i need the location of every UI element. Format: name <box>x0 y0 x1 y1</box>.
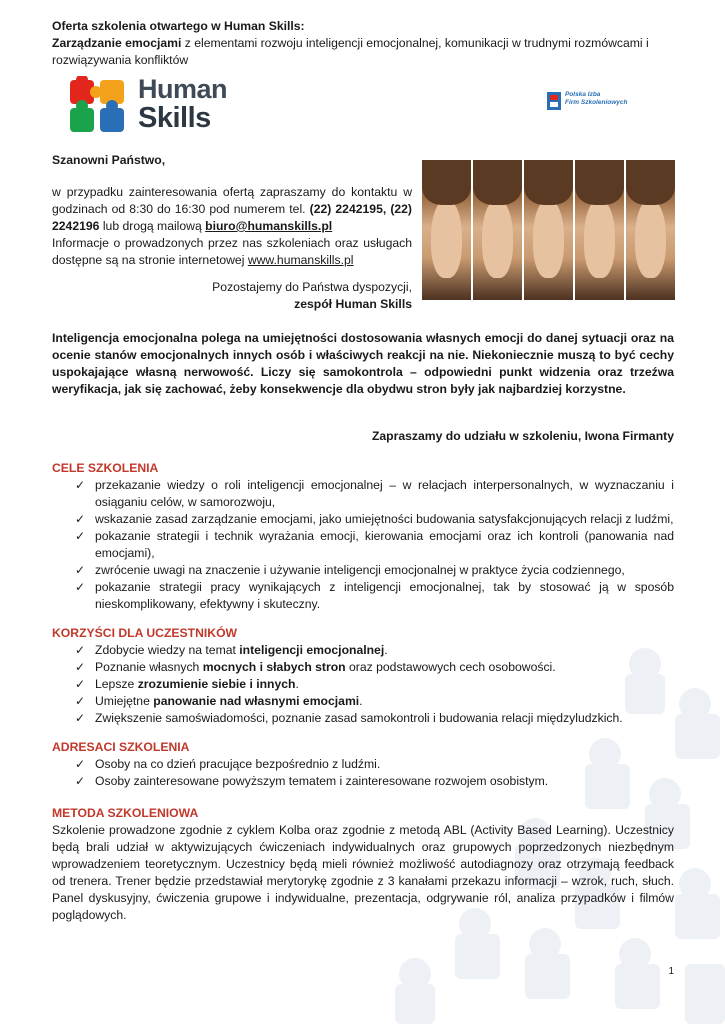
list-item-text: Osoby zainteresowane powyższym tematem i zainteresowane rozwojem osobistym. <box>95 774 549 788</box>
offer-heading: Oferta szkolenia otwartego w Human Skills: <box>52 19 305 33</box>
intro-line: weryfikacja, jak się zachować, żeby konsekwencje dla obydwu stron były jak najbardziej korzystne. <box>52 382 626 396</box>
check-icon: ✓ <box>75 643 86 657</box>
cele-list <box>52 477 674 613</box>
list-item-emphasis: panowanie nad własnymi emocjami <box>153 694 360 708</box>
list-item-text: pokazanie strategii pracy wynikających z inteligencji emocjonalnej, tak by stosować ją w sposób nieskomplikowany, efektywny i skuteczny. <box>95 580 674 611</box>
list-item <box>52 710 674 727</box>
list-item-text: . <box>359 694 363 708</box>
list-item <box>52 642 674 659</box>
list-item <box>52 659 674 676</box>
greeting: Szanowni Państwo, <box>52 153 166 167</box>
list-item <box>52 477 674 511</box>
check-icon: ✓ <box>75 677 86 691</box>
check-icon: ✓ <box>75 774 86 788</box>
check-icon: ✓ <box>75 563 86 577</box>
training-title-line3: rozwiązywania konfliktów <box>52 53 189 67</box>
human-skills-logo <box>66 74 246 136</box>
contact-email-text: lub drogą mailową <box>99 219 206 233</box>
signoff-line2: zespół Human Skills <box>294 297 412 311</box>
metoda-line: Panel dyskusyjny, ćwiczenia grupowe i indywidualne, prezentacja, odgrywanie ról, analiza przypadków i filmów <box>52 891 674 905</box>
logo-word-skills: Skills <box>138 102 211 134</box>
check-icon: ✓ <box>75 660 86 674</box>
contact-line1: w przypadku zainteresowania ofertą zapraszamy do kontaktu w <box>52 185 412 199</box>
list-item-text: przekazanie wiedzy o roli inteligencji emocjonalnej – w relacjach interpersonalnych, w wyznaczaniu i osiąganiu celów, w samorozwoju, <box>95 478 674 509</box>
check-icon: ✓ <box>75 757 86 771</box>
contact-website-link[interactable]: www.humanskills.pl <box>247 253 354 267</box>
page-number: 1 <box>668 966 674 977</box>
section-title-korzysci: KORZYŚCI DLA UCZESTNIKÓW <box>52 626 238 640</box>
list-item <box>52 528 674 562</box>
pifs-logo-icon <box>547 92 561 110</box>
check-icon: ✓ <box>75 694 86 708</box>
intro-line: uspokajające własną nerwowość. Liczy się samokontrola – odpowiedni punkt widzenia oraz trzeźwa <box>52 365 674 379</box>
list-item <box>52 676 674 693</box>
list-item-text: oraz podstawowych cech osobowości. <box>345 660 556 674</box>
contact-website-text: dostępne są na stronie internetowej <box>52 253 248 267</box>
intro-line: ocenie stanów emocjonalnych innych osób i właściwych reakcji na nie. Niekoniecznie muszą to być cechy <box>52 348 674 362</box>
list-item <box>52 562 674 579</box>
intro-paragraph <box>52 330 674 398</box>
pifs-line2: Firm Szkoleniowych <box>565 99 628 106</box>
contact-phone-2: 2242196 <box>52 219 100 233</box>
korzysci-list <box>52 642 674 727</box>
contact-hours: godzinach od 8:30 do 16:30 pod numerem tel. <box>52 202 310 216</box>
list-item-text: Lepsze <box>95 677 138 691</box>
puzzle-logo-icon <box>66 76 130 134</box>
metoda-line: poglądowych. <box>52 908 127 922</box>
list-item <box>52 511 674 528</box>
section-title-cele: CELE SZKOLENIA <box>52 461 159 475</box>
training-title <box>52 35 682 52</box>
pifs-logo <box>547 91 667 115</box>
intro-line: Inteligencja emocjonalna polega na umiejętności dostosowania własnych emocji do danej sytuacji oraz na <box>52 331 674 345</box>
logo-word-human: Human <box>138 74 228 104</box>
metoda-paragraph <box>52 822 674 924</box>
contact-email-link[interactable]: biuro@humanskills.pl <box>205 219 333 233</box>
section-title-metoda: METODA SZKOLENIOWA <box>52 806 199 820</box>
training-title-rest: z elementami rozwoju inteligencji emocjonalnej, komunikacji w trudnymi rozmówcami i <box>181 36 649 50</box>
list-item-text: . <box>384 643 388 657</box>
check-icon: ✓ <box>75 512 86 526</box>
list-item-emphasis: mocnych i słabych stron <box>202 660 346 674</box>
check-icon: ✓ <box>75 529 86 543</box>
contact-block <box>52 184 412 269</box>
list-item <box>52 756 674 773</box>
training-title-bold: Zarządzanie emocjami <box>52 36 182 50</box>
metoda-line: od trenera. Trener będzie przedstawiał merytorykę zgodnie z 3 kanałami przekazu informacji – wzrok, ruch, słuch. <box>52 874 674 888</box>
list-item-emphasis: zrozumienie siebie i innych <box>137 677 296 691</box>
metoda-line: będą brali udział w aktywizujących ćwiczeniach indywidualnych oraz grupowych poprzedzonych niezbędnym <box>52 840 674 854</box>
invite-line: Zapraszamy do udziału w szkoleniu, Iwona Firmanty <box>371 429 674 443</box>
list-item-text: zwrócenie uwagi na znaczenie i używanie inteligencji emocjonalnej w praktyce życia codziennego, <box>95 563 625 577</box>
list-item <box>52 579 674 613</box>
contact-line5 <box>52 252 412 269</box>
face-photo <box>626 160 675 300</box>
emotion-faces-image <box>422 160 675 300</box>
signoff-line1: Pozostajemy do Państwa dyspozycji, <box>212 280 412 294</box>
contact-line2 <box>52 201 412 218</box>
face-photo <box>575 160 624 300</box>
list-item-text: Osoby na co dzień pracujące bezpośrednio z ludźmi. <box>95 757 381 771</box>
contact-phone: (22) 2242195, (22) <box>309 202 412 216</box>
check-icon: ✓ <box>75 478 86 492</box>
list-item-text: Zdobycie wiedzy na temat <box>95 643 240 657</box>
pifs-line1: Polska Izba <box>565 91 601 98</box>
list-item-emphasis: inteligencji emocjonalnej <box>239 643 385 657</box>
list-item-text: . <box>295 677 299 691</box>
face-photo <box>473 160 522 300</box>
list-item-text: Poznanie własnych <box>95 660 203 674</box>
list-item-text: pokazanie strategii i technik wyrażania emocji, kierowania emocjami oraz ich kontroli (panowania nad emocjami), <box>95 529 674 560</box>
check-icon: ✓ <box>75 711 86 725</box>
check-icon: ✓ <box>75 580 86 594</box>
list-item <box>52 773 674 790</box>
section-title-adresaci: ADRESACI SZKOLENIA <box>52 740 190 754</box>
list-item <box>52 693 674 710</box>
list-item-text: Umiejętne <box>95 694 154 708</box>
metoda-line: Szkolenie prowadzone zgodnie z cyklem Kolba oraz zgodnie z metodą ABL (Activity Based Learning). Uczestnicy <box>52 823 674 837</box>
face-photo <box>422 160 471 300</box>
adresaci-list <box>52 756 674 790</box>
face-photo <box>524 160 573 300</box>
list-item-text: wskazanie zasad zarządzanie emocjami, jako umiejętności budowania satysfakcjonujących relacji z ludźmi, <box>95 512 674 526</box>
contact-line3 <box>52 218 412 235</box>
list-item-text: Zwiększenie samoświadomości, poznanie zasad samokontroli i budowania relacji międzyludzkich. <box>95 711 623 725</box>
contact-line4: Informacje o prowadzonych przez nas szkoleniach oraz usługach <box>52 236 412 250</box>
metoda-line: wprowadzeniem teoretycznym. Uczestnicy będą mieli również możliwość autodiagnozy oraz otrzymają feedback <box>52 857 674 871</box>
